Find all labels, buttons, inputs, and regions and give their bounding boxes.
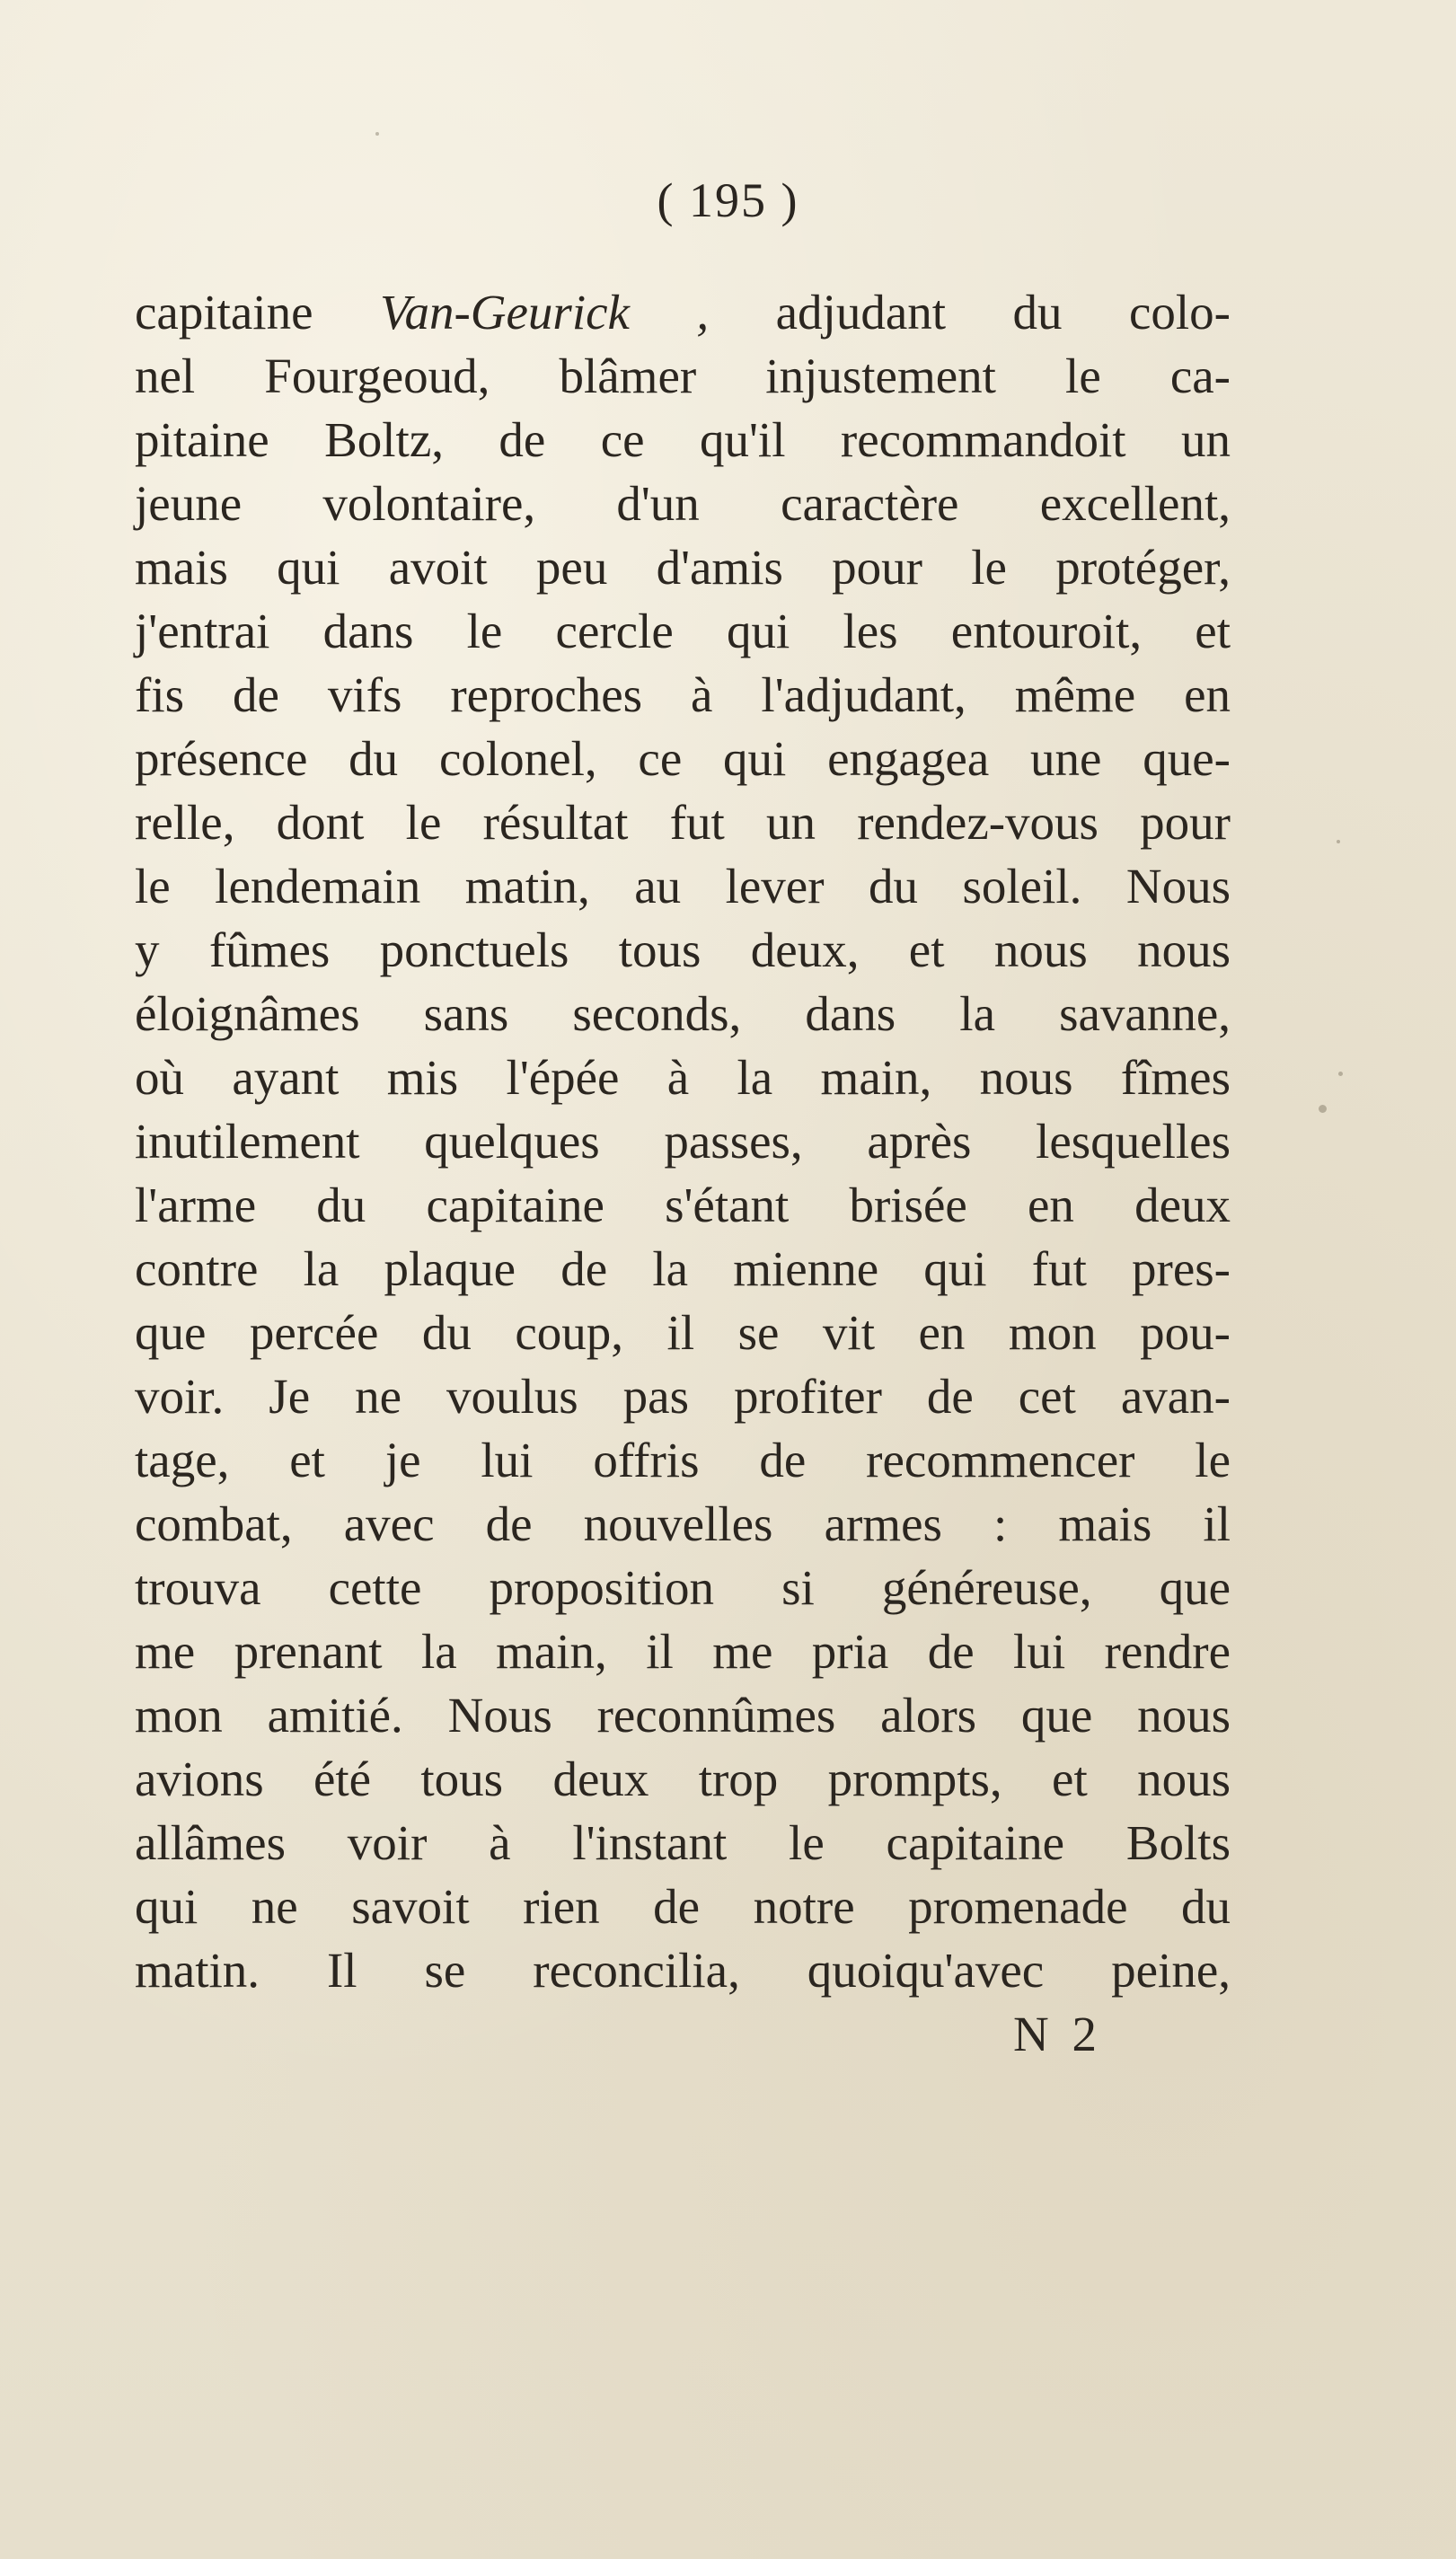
body-text	[135, 280, 1231, 2066]
paper-speck	[1319, 1105, 1327, 1113]
text-line-1: capitaine Van-Geurick , adjudant du colo-	[135, 285, 1231, 340]
text-line-20: combat, avec de nouvelles armes : mais il	[135, 1496, 1231, 1551]
text-line-27: matin. Il se reconcilia, quoiqu'avec peine,	[135, 1943, 1231, 1998]
text-line-11: y fûmes ponctuels tous deux, et nous nous	[135, 922, 1231, 977]
text-line-14: inutilement quelques passes, après lesquelles	[135, 1114, 1231, 1169]
text-line-21: trouva cette proposition si généreuse, que	[135, 1560, 1231, 1615]
text-line-6: j'entrai dans le cercle qui les entouroit, et	[135, 604, 1231, 658]
text-line-12: éloignâmes sans seconds, dans la savanne,	[135, 986, 1231, 1041]
text-line-3: pitaine Boltz, de ce qu'il recommandoit un	[135, 412, 1231, 467]
text-line-8: présence du colonel, ce qui engagea une que-	[135, 731, 1231, 786]
text-line-22: me prenant la main, il me pria de lui rendre	[135, 1624, 1231, 1679]
signature-line	[135, 2002, 1231, 2066]
paper-speck	[1337, 840, 1340, 843]
text-line-5: mais qui avoit peu d'amis pour le protéger,	[135, 540, 1231, 595]
text-line-26: qui ne savoit rien de notre promenade du	[135, 1879, 1231, 1934]
text-line-24: avions été tous deux trop prompts, et nous	[135, 1752, 1231, 1806]
text-line-17: que percée du coup, il se vit en mon pou-	[135, 1305, 1231, 1360]
text-line-15: l'arme du capitaine s'étant brisée en deux	[135, 1178, 1231, 1232]
page-number-header: ( 195 )	[657, 173, 799, 227]
text-line-13: où ayant mis l'épée à la main, nous fîmes	[135, 1050, 1231, 1105]
text-line-18: voir. Je ne voulus pas profiter de cet avan-	[135, 1369, 1231, 1424]
text-line-23: mon amitié. Nous reconnûmes alors que nous	[135, 1688, 1231, 1743]
text-line-4: jeune volontaire, d'un caractère excellent,	[135, 476, 1231, 531]
text-line-16: contre la plaque de la mienne qui fut pres-	[135, 1241, 1231, 1296]
text-line-2: nel Fourgeoud, blâmer injustement le ca-	[135, 349, 1231, 403]
paper-speck	[1338, 1072, 1343, 1076]
text-line-7: fis de vifs reproches à l'adjudant, même en	[135, 667, 1231, 722]
text-line-25: allâmes voir à l'instant le capitaine Bolts	[135, 1815, 1231, 1870]
text-line-9: relle, dont le résultat fut un rendez-vous pour	[135, 795, 1231, 850]
italic-name: Van-Geurick ,	[379, 285, 710, 340]
signature-mark: N 2	[1013, 2007, 1102, 2061]
text-line-19: tage, et je lui offris de recommencer le	[135, 1433, 1231, 1487]
paper-speck	[375, 132, 379, 136]
text-line-10: le lendemain matin, au lever du soleil. Nous	[135, 859, 1231, 913]
